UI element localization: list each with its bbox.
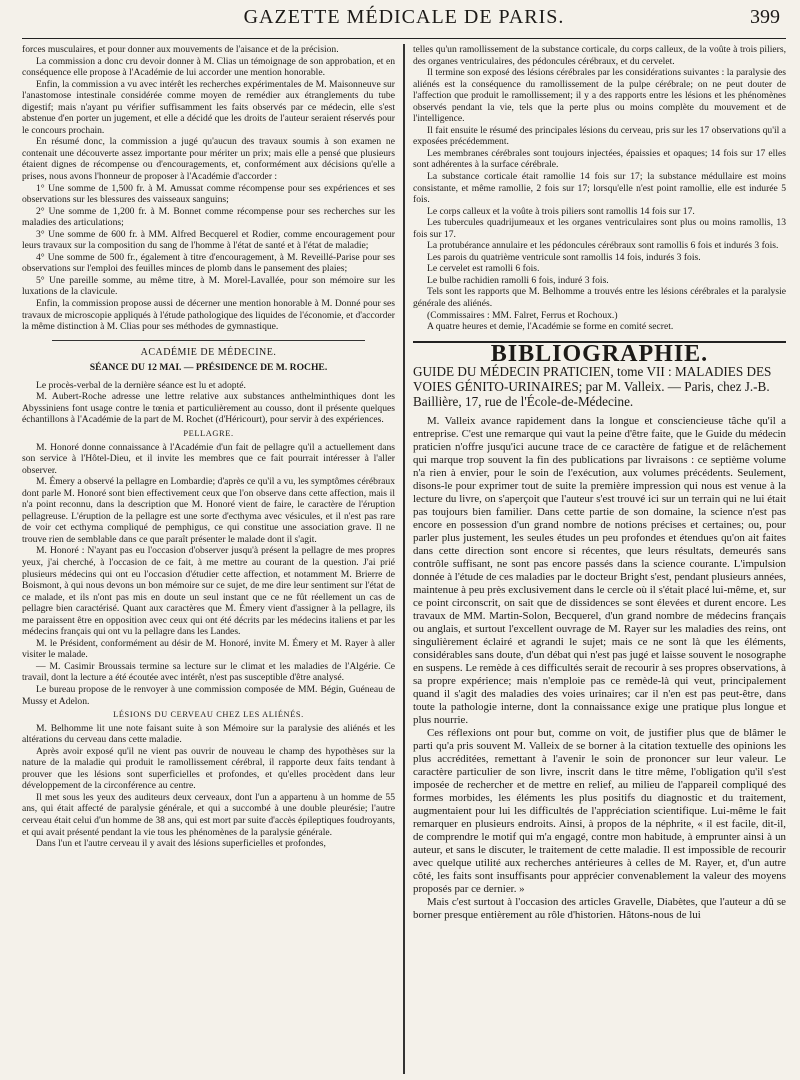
paragraph: M. Valleix avance rapidement dans la longue et consciencieuse tâche qu'il a entreprise. C'est une remarque qui vaut la peine d'être faite, que le Guide du médecin praticien n'offre jusqu'ici aucune trace de ce caractère de fatigue et de relâchement qui marque trop souvent la fin des publications par livraisons : ce septième volume n'a rien à envier, pour le soin de l'exécution, aux volumes précédents. Seulement, disons-le pour exprimer tout de suite la première impression qui nous est venue à la lecture du livre, on s'aperçoit que l'auteur s'est trouvé ici sur un terrain qui ne lui était pas toujours bien familier. Dans cette partie de son domaine, la science n'est pas encore en possession d'un grand nombre de notions précises et certaines; ou, pour parler plus justement, les seules études un peu profondes et étendues qu'on ait faites dans cette direction sont encore si récentes, que leurs résultats, demeurés sans contrôle suffisant, ne sont pas encore passés dans la science courante. L'impulsion donnée à l'étude de ces maladies par le docteur Bright s'est, pendant plusieurs années, maintenue à peu près exclusivement dans le cercle où il s'était placé lui-même, et, sur ce point circonscrit, on sait que de dissidences se sont élevées et durent encore. Les travaux de MM. Martin-Solon, Becquerel, d'un grand nombre de médecins français ou anglais, et surtout l'excellent ouvrage de M. Rayer sur les maladies des reins, ont singulièrement éclairé et agrandi le sujet; mais ce ne sont là que les éléments, considérables sans doute, d'un débat qui n'est pas jugé et laisse souvent le nosographe en suspens. Le remède à ces difficultés serait de recourir à ses propres observations, à sa propre expérience; mais n'emploie pas ce remède-là qui veut, principalement quand il s'agit des maladies des voies urinaires; car il n'en est pas peut-être, dans toute la pathologie interne, dont la connaissance exige une pratique plus longue et plus nourrie. xyxy=(413,415,786,727)
paragraph: Enfin, la commission propose aussi de décerner une mention honorable à M. Donné pour ses travaux de microscopie appliqués à l'étude pathologique des liquides de l'économie, et d'accorder la même distinction à M. Clias pour ses méthodes de gymnastique. xyxy=(22,298,395,333)
paragraph: Le bulbe rachidien ramolli 6 fois, induré 3 fois. xyxy=(427,274,609,286)
paragraph: M. Belhomme lit une note faisant suite à son Mémoire sur la paralysie des aliénés et les altérations du cerveau dans cette maladie. xyxy=(22,722,395,746)
left-column xyxy=(22,44,403,1074)
paragraph: M. Honoré donne connaissance à l'Académie d'un fait de pellagre qu'il a actuellement dans son service à l'Hôtel-Dieu, et il invite les membres que ce fait pourrait intéresser à l'aller observer. xyxy=(22,441,395,476)
paragraph: En résumé donc, la commission a jugé qu'aucun des travaux soumis à son examen ne contenait une découverte assez importante pour mériter un prix; mais elle a pensé que plusieurs étaient dignes de récompense ou d'encouragements, et, conformément aux décisions qu'elle a prises, nous avons l'honneur de proposer à l'Académie d'accorder : xyxy=(22,136,395,183)
paragraph: 3° Une somme de 600 fr. à MM. Alfred Becquerel et Rodier, comme encouragement pour leurs travaux sur la composition du sang de l'homme à l'état de santé et à l'état de maladie; xyxy=(22,228,395,252)
paragraph: — M. Casimir Broussais termine sa lecture sur le climat et les maladies de l'Algérie. Ce travail, dont la lecture a été écoutée avec intérêt, n'est pas susceptible d'être analysé. xyxy=(22,660,395,684)
paragraph: Il met sous les yeux des auditeurs deux cerveaux, dont l'un a appartenu à un homme de 55 ans, qui était affecté de paralysie générale, et qui a succombé à une double pleurésie; l'autre cerveau était celui d'un homme de 38 ans, qui est mort par suite d'accès épileptiques foudroyants, et qui avait présenté pendant la vie tous les phénomènes de la paralysie générale. xyxy=(22,791,395,838)
paragraph: Le corps calleux et la voûte à trois piliers sont ramollis 14 fois sur 17. xyxy=(427,205,695,217)
paragraph: Enfin, la commission a vu avec intérêt les recherches expérimentales de M. Maisonneuve sur l'anastomose intestinale considérée comme moyen de remédier aux étranglements du tube digestif; mais n'ayant pu vérifier suffisamment les faits observés par ce médecin, elle s'est abstenue d'en porter un jugement, et elle a décidé que les droits de l'auteur seraient réservés pour le concours prochain. xyxy=(22,78,395,136)
academy-continuation xyxy=(413,44,786,333)
review-body xyxy=(413,415,786,922)
seance-heading: SÉANCE DU 12 MAI. — PRÉSIDENCE DE M. ROCHE. xyxy=(89,362,328,374)
paragraph: Le bureau propose de le renvoyer à une commission composée de MM. Bégin, Guéneau de Mussy et Adelon. xyxy=(22,683,395,707)
subsection-title: PELLAGRE. xyxy=(183,428,234,438)
intro-block xyxy=(22,44,395,333)
paragraph: M. Honoré : N'ayant pas eu l'occasion d'observer jusqu'à présent la pellagre de mes propres yeux, j'ai cherché, à l'occasion de ce fait, à me mettre au courant de la question. J'ai prié plusieurs médecins qui ont eu l'occasion d'étudier cette affection, et notamment M. Brierre de Boismont, à qui nous devons un bon mémoire sur ce sujet, de me dire leur sentiment sur l'état de ce malade, et ils n'ont pas mis en doute un seul instant que ce ne fût réellement un cas de pellagre bien caractérisé. Quant aux caractères que M. Émery vient d'assigner à la pellagre, ils me paraissent être en opposition avec ceux qui ont été décrits par les médecins italiens et par les médecins français qui ont vu la pellagre dans les Landes. xyxy=(22,545,395,638)
paragraph: Le cervelet est ramolli 6 fois. xyxy=(427,263,540,275)
columns xyxy=(22,44,786,1074)
divider xyxy=(52,340,365,341)
paragraph: forces musculaires, et pour donner aux mouvements de l'aisance et de la précision. xyxy=(22,44,339,55)
paragraph: La substance corticale était ramollie 14 fois sur 17; la substance médullaire est moins consistante, et même ramollie, 2 fois sur 17; lorsqu'elle n'est point ramollie, elle est indurée 5 fois. xyxy=(413,171,786,206)
paragraph: La commission a donc cru devoir donner à M. Clias un témoignage de son approbation, et en conséquence elle propose à l'Académie de lui accorder une mention honorable. xyxy=(22,55,395,79)
paragraph: Après avoir exposé qu'il ne vient pas ouvrir de nouveau le champ des hypothèses sur la nature de la maladie qui produit le ramollissement cérébral, il rapporte deux faits tendant à prouver que les lésions sont superficielles et profondes, et qu'elles procèdent dans leur développement de la circonférence au centre. xyxy=(22,745,395,792)
paragraph: M. Aubert-Roche adresse une lettre relative aux substances anthelminthiques dont les Abyssiniens font usage contre le tœnia et particulièrement au cousso, dont il présente quelques échantillons à l'Académie de la part de M. Rochet (d'Héricourt), pour servir à des expériences. xyxy=(22,391,395,426)
book-heading: GUIDE DU MÉDECIN PRATICIEN, tome VII : MALADIES DES VOIES GÉNITO-URINAIRES; par M. Valleix. — Paris, chez J.-B. Baillière, 17, rue de l'École-de-Médecine. xyxy=(413,364,772,410)
paragraph: M. Émery a observé la pellagre en Lombardie; d'après ce qu'il a vu, les symptômes cérébraux dont parle M. Honoré sont bien effectivement ceux que l'on observe dans cette affection, mais il n'a point reconnu, dans la description que M. Honoré vient de faire, le caractère de l'éruption pellagreuse. L'éruption de la pellagre est une sorte d'ecthyma avec vésicules, et il n'est pas rare de voir cet ecthyma compliqué de pemphigus, ce qui constitue une association grave. Il ne trouve rien de semblable dans ce que paraît présenter le malade dont il s'agit. xyxy=(22,476,395,545)
paragraph: 2° Une somme de 1,200 fr. à M. Bonnet comme récompense pour ses recherches sur les maladies des articulations; xyxy=(22,205,395,229)
paragraph: Dans l'un et l'autre cerveau il y avait des lésions superficielles et profondes, xyxy=(36,838,326,850)
page-header xyxy=(22,0,786,39)
bibliography-title: BIBLIOGRAPHIE. xyxy=(490,340,709,367)
page-number: 399 xyxy=(750,6,780,28)
paragraph: A quatre heures et demie, l'Académie se forme en comité secret. xyxy=(427,321,674,333)
paragraph: Les tubercules quadrijumeaux et les organes ventriculaires sont plus ou moins ramollis, 13 fois sur 17. xyxy=(413,217,786,240)
paragraph: Les membranes cérébrales sont toujours injectées, épaissies et opaques; 14 fois sur 17 elles sont adhérentes à la surface cérébrale. xyxy=(413,147,786,171)
paragraph: M. le Président, conformément au désir de M. Honoré, invite M. Émery et M. Rayer à aller visiter le malade. xyxy=(22,637,395,661)
paragraph: 1° Une somme de 1,500 fr. à M. Amussat comme récompense pour ses expériences et ses observations sur les blessures des vaisseaux sanguins; xyxy=(22,182,395,206)
paragraph: La protubérance annulaire et les pédoncules cérébraux sont ramollis 6 fois et indurés 3 fois. xyxy=(427,240,779,252)
paragraph: Ces réflexions ont pour but, comme on voit, de justifier plus que de blâmer le parti qu'a pris souvent M. Valleix de se borner à la citation textuelle des opinions les plus accréditées, remettant à l'avenir le soin de prononcer sur leur valeur. Le caractère particulier de son livre, inscrit dans le titre même, l'obligation qu'il s'est imposée de rechercher et de mettre en relief, au milieu de l'appareil compliqué des formes morbides, les éléments les plus positifs du diagnostic et du traitement, augmentaient pour lui les difficultés de l'appréciation scientifique. Lui-même le fait remarquer en plusieurs endroits. Ainsi, à propos de la néphrite, « il est facile, dit-il, de comprendre le motif qui m'a engagé, contre mon habitude, à emprunter ainsi à un auteur, et sans le discuter, le traitement de cette maladie. Il est impossible de recourir avec quelque utilité aux recherches antérieures à celles de M. Rayer, et, d'un autre côté, les faits sont insuffisants pour apprécier convenablement la valeur des moyens proposés par ce dernier. » xyxy=(413,727,786,896)
paragraph: Les parois du quatrième ventricule sont ramollis 14 fois, indurés 3 fois. xyxy=(427,251,701,263)
paragraph: telles qu'un ramollissement de la substance corticale, du corps calleux, de la voûte à trois piliers, des organes ventriculaires, des pédoncules cérébraux, et du cervelet. xyxy=(413,44,786,67)
paragraph: Le procès-verbal de la dernière séance est lu et adopté. xyxy=(36,379,246,391)
paragraph: Mais c'est surtout à l'occasion des articles Gravelle, Diabètes, que l'auteur a dû se borner presque entièrement au rôle d'historien. Hâtons-nous de lui xyxy=(413,896,786,922)
paragraph: 4° Une somme de 500 fr., également à titre d'encouragement, à M. Reveillé-Parise pour ses observations sur l'emploi des feuilles minces de plomb dans le pansement des plaies; xyxy=(22,251,395,275)
paragraph: 5° Une pareille somme, au même titre, à M. Morel-Lavallée, pour son mémoire sur les luxations de la clavicule. xyxy=(22,274,395,298)
subsection-title: LÉSIONS DU CERVEAU CHEZ LES ALIÉNÉS. xyxy=(113,710,304,720)
paragraph: Tels sont les rapports que M. Belhomme a trouvés entre les lésions cérébrales et la paralysie générale des aliénés. xyxy=(413,286,786,310)
paragraph: Il termine son exposé des lésions cérébrales par les considérations suivantes : la paralysie des aliénés est la conséquence du ramollissement de la pulpe cérébrale; on ne peut douter de l'affection que produit le ramollissement; il y a des rapports entre les lésions et les phénomènes observés pendant la vie, tels que la perte plus ou moins complète du mouvement et de l'intelligence. xyxy=(413,67,786,125)
paragraph: (Commissaires : MM. Falret, Ferrus et Rochoux.) xyxy=(427,309,618,321)
journal-title: GAZETTE MÉDICALE DE PARIS. xyxy=(243,6,565,28)
paragraph: Il fait ensuite le résumé des principales lésions du cerveau, pris sur les 17 observations qu'il a exposées précédemment. xyxy=(413,124,786,148)
section-title: ACADÉMIE DE MÉDECINE. xyxy=(140,346,277,358)
right-column xyxy=(405,44,786,1074)
